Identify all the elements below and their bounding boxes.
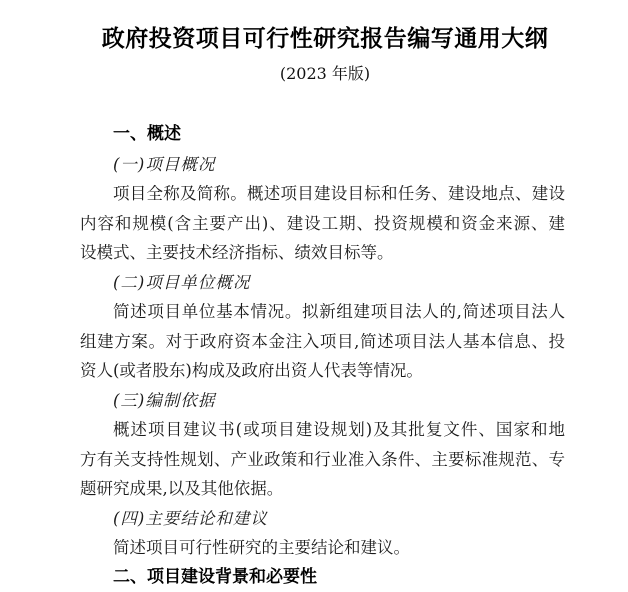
text-line-3: 项目全称及简称。概述项目建设目标和任务、建设地点、建设: [113, 184, 565, 203]
text-line-16: 二、项目建设背景和必要性: [113, 566, 317, 587]
text-line-9: 资人(或者股东)构成及政府出资人代表等情况。: [80, 361, 423, 380]
document-title: 政府投资项目可行性研究报告编写通用大纲: [101, 25, 549, 52]
text-line-13: 题研究成果,以及其他依据。: [80, 479, 284, 498]
document-body: [80, 120, 565, 592]
text-line-15: 简述项目可行性研究的主要结论和建议。: [113, 538, 410, 557]
text-line-14: (四)主要结论和建议: [113, 508, 268, 528]
text-line-11: 概述项目建议书(或项目建设规划)及其批复文件、国家和地: [113, 420, 565, 439]
text-line-1: 一、概述: [113, 124, 181, 144]
text-line-7: 简述项目单位基本情况。拟新组建项目法人的,简述项目法人: [113, 302, 565, 321]
text-line-4: 内容和规模(含主要产出)、建设工期、投资规模和资金来源、建: [80, 213, 565, 233]
text-line-8: 组建方案。对于政府资本金注入项目,简述项目法人基本信息、投: [80, 331, 565, 351]
text-line-5: 设模式、主要技术经济指标、绩效目标等。: [80, 243, 394, 262]
text-line-10: (三)编制依据: [113, 390, 216, 410]
text-line-6: (二)项目单位概况: [113, 272, 251, 292]
text-line-2: (一)项目概况: [113, 154, 216, 174]
document-subtitle: (2023 年版): [279, 64, 371, 83]
text-line-12: 方有关支持性规划、产业政策和行业准入条件、主要标准规范、专: [80, 449, 565, 469]
